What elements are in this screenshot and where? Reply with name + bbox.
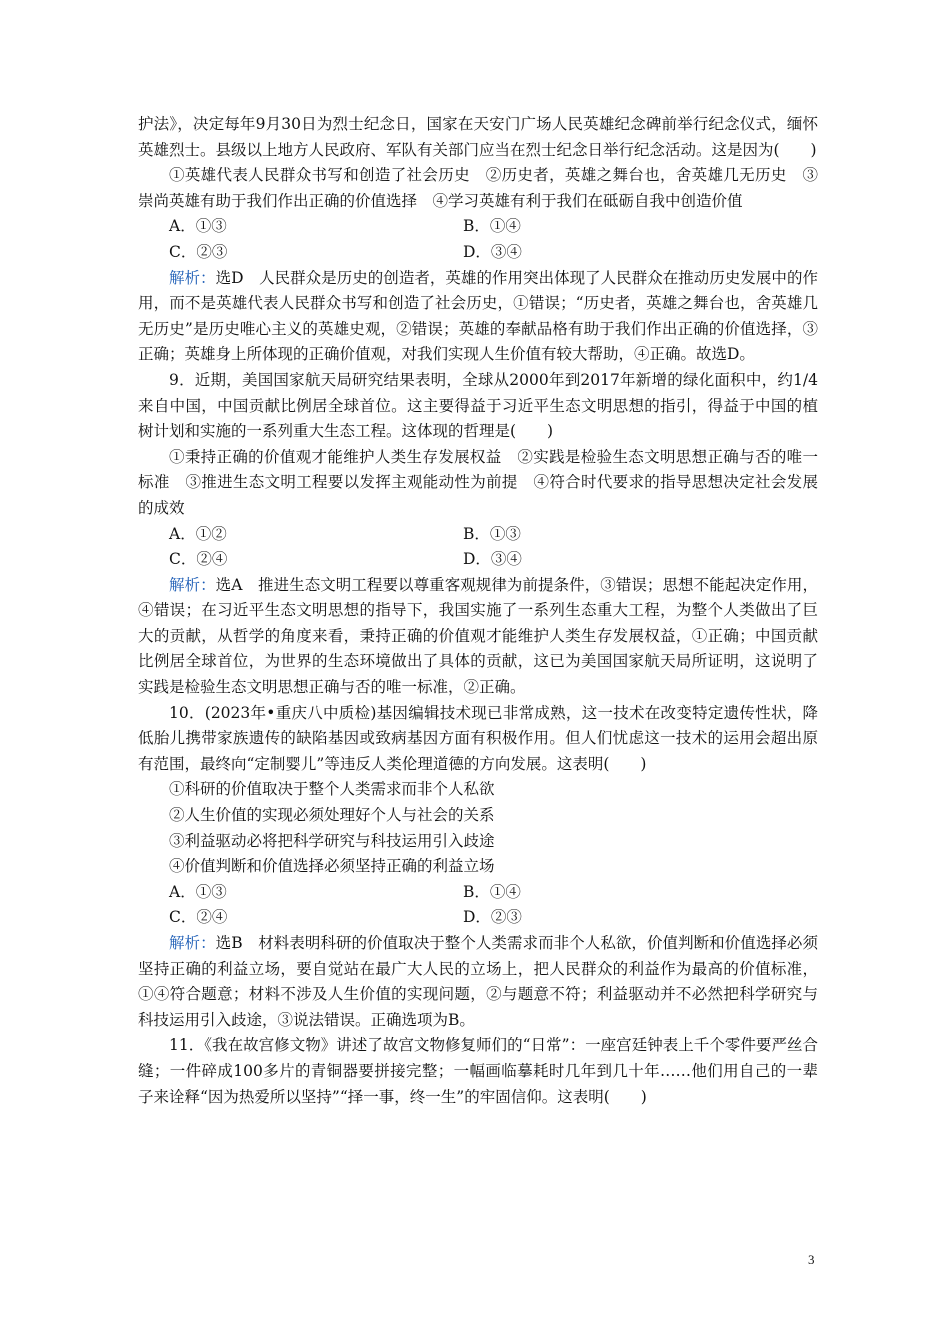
q9-option-a: A．①② [169,524,227,543]
q9-analysis-label: 解析： [169,575,216,594]
q8-analysis [138,266,818,368]
q8-choices-row-1 [138,214,818,240]
q8-option-b: B．①④ [463,217,521,236]
q8-option-d: D．③④ [463,242,522,261]
q10-option-b: B．①④ [463,882,521,901]
q9-analysis [138,573,818,701]
q8-choices-row-2 [138,240,818,266]
q10-analysis-label: 解析： [169,934,216,952]
q10-statement-1: ①科研的价值取决于整个人类需求而非个人私欲 [169,780,495,799]
q8-analysis-text: 选D 人民群众是历史的创造者，英雄的作用突出体现了人民群众在推动历史发展中的作用，而不是英雄代表人民群众书写和创造了社会历史，①错误；“历史者，英雄之舞台也，舍英雄几无历史”是历史唯心主义的英雄史观，②错误；英雄的奉献品格有助于我们作出正确的价值选择，③正确；英雄身上所体现的正确价值观，对我们实现人生价值有较大帮助，④正确。故选D。 [138,268,818,364]
q9-option-b: B．①③ [463,524,521,543]
page-number: 3 [808,1252,815,1267]
q10-choices-row-2 [138,905,818,931]
q10-stem: 10．(2023年•重庆八中质检)基因编辑技术现已非常成熟，这一技术在改变特定遗传性状，降低胎儿携带家族遗传的缺陷基因或致病基因方面有积极作用。但人们忧虑这一技术的运用会超出原有范围，最终向“定制婴儿”等违反人类伦理道德的方向发展。这表明( ) [138,703,818,773]
q8-analysis-label: 解析： [169,268,216,287]
q8-option-a: A．①③ [169,217,227,236]
document-page [138,112,818,1110]
q11-stem: 11．《我在故宫修文物》讲述了故宫文物修复师们的“日常”：一座宫廷钟表上千个零件要严丝合缝；一件碎成100多片的青铜器要拼接完整；一幅画临摹耗时几年到几十年……他们用自己的一辈子来诠释“因为热爱所以坚持”“择一事，终一生”的牢固信仰。这表明( ) [138,1036,818,1106]
q10-analysis [138,931,818,1033]
q9-statements: ①秉持正确的价值观才能维护人类生存发展权益 ②实践是检验生态文明思想正确与否的唯一标准 ③推进生态文明工程要以发挥主观能动性为前提 ④符合时代要求的指导思想决定社会发展的成效 [138,447,818,517]
q9-choices-row-2 [138,547,818,573]
q10-analysis-text: 选B 材料表明科研的价值取决于整个人类需求而非个人私欲，价值判断和价值选择必须坚持正确的利益立场，要自觉站在最广大人民的立场上，把人民群众的利益作为最高的价值标准，①④符合题意；材料不涉及人生价值的实现问题，②与题意不符；利益驱动并不必然把科学研究与科技运用引入歧途，③说法错误。正确选项为B。 [138,934,818,1029]
q9-option-d: D．③④ [463,550,522,569]
q9-option-c: C．②④ [169,550,228,569]
q10-option-c: C．②④ [169,908,228,927]
q10-statement-2: ②人生价值的实现必须处理好个人与社会的关系 [169,806,495,825]
q8-option-c: C．②③ [169,242,228,261]
q10-choices-row-1 [138,880,818,906]
q8-stem-end: 护法》，决定每年9月30日为烈士纪念日，国家在天安门广场人民英雄纪念碑前举行纪念仪式，缅怀英雄烈士。县级以上地方人民政府、军队有关部门应当在烈士纪念日举行纪念活动。这是因为( ) [138,115,818,159]
q9-stem: 9．近期，美国国家航天局研究结果表明，全球从2000年到2017年新增的绿化面积中，约1/4来自中国，中国贡献比例居全球首位。这主要得益于习近平生态文明思想的指引，得益于中国的植树计划和实施的一系列重大生态工程。这体现的哲理是( ) [138,370,818,441]
q10-option-a: A．①③ [169,882,227,901]
q10-statement-3: ③利益驱动必将把科学研究与科技运用引入歧途 [169,831,495,850]
q9-choices-row-1 [138,522,818,548]
q10-option-d: D．②③ [463,908,522,927]
q10-statement-4: ④价值判断和价值选择必须坚持正确的利益立场 [169,857,495,876]
q9-analysis-text: 选A 推进生态文明工程要以尊重客观规律为前提条件，③错误；思想不能起决定作用，④错误；在习近平生态文明思想的指导下，我国实施了一系列生态重大工程，为整个人类做出了巨大的贡献，从哲学的角度来看，秉持正确的价值观才能维护人类生存发展权益，①正确；中国贡献比例居全球首位，为世界的生态环境做出了具体的贡献，这已为美国国家航天局所证明，这说明了实践是检验生态文明思想正确与否的唯一标准，②正确。 [138,575,818,697]
q8-statements: ①英雄代表人民群众书写和创造了社会历史 ②历史者，英雄之舞台也，舍英雄几无历史 ③崇尚英雄有助于我们作出正确的价值选择 ④学习英雄有利于我们在砥砺自我中创造价值 [138,166,818,210]
